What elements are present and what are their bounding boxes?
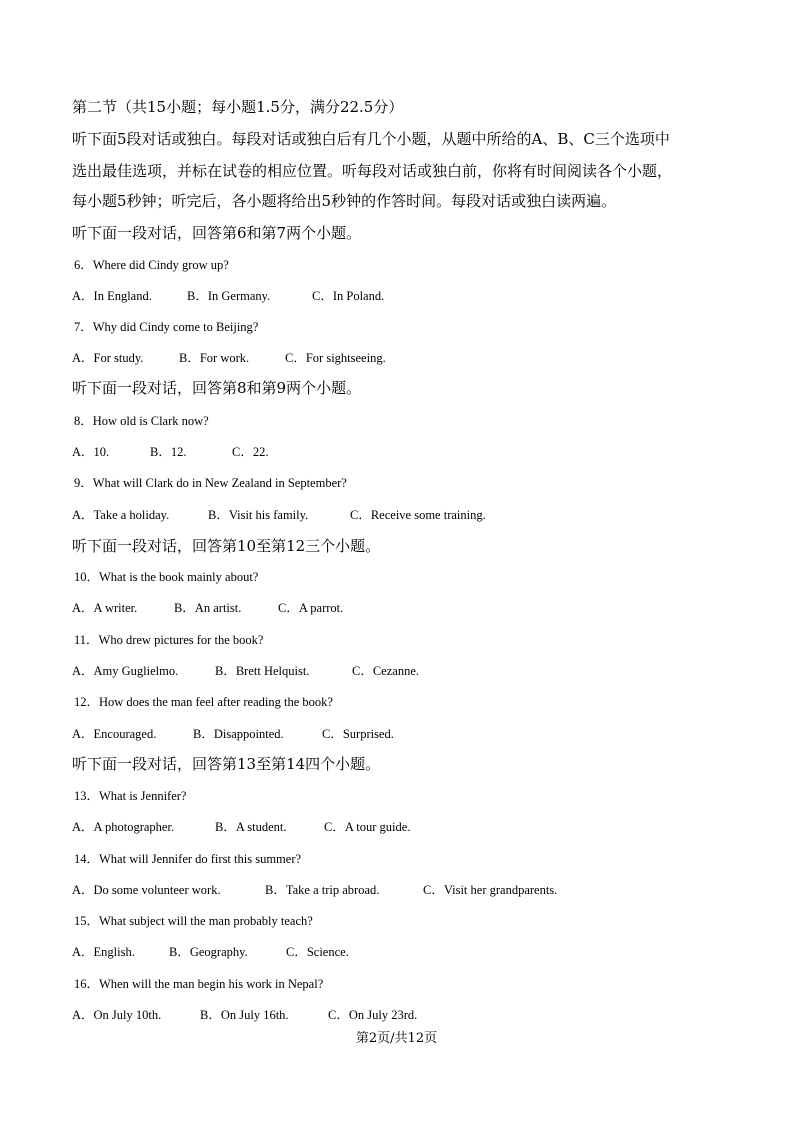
question-stem: 10．What is the book mainly about? bbox=[74, 570, 259, 584]
question-options bbox=[72, 942, 349, 960]
question-options bbox=[72, 505, 486, 523]
group-heading: 听下面一段对话，回答第10至第12三个小题。 bbox=[72, 537, 381, 555]
option-a[interactable]: A．English. bbox=[72, 945, 135, 959]
question-options bbox=[72, 661, 419, 679]
option-c[interactable]: C．22. bbox=[232, 445, 269, 459]
option-b[interactable]: B．A student. bbox=[215, 820, 287, 834]
option-a[interactable]: A．10. bbox=[72, 445, 110, 459]
question-options bbox=[72, 880, 557, 898]
instruction-line-1: 听下面5段对话或独白。每段对话或独白后有几个小题，从题中所给的A、B、C三个选项中 bbox=[72, 130, 670, 148]
option-a[interactable]: A．A writer. bbox=[72, 601, 138, 615]
option-a[interactable]: A．On July 10th. bbox=[72, 1008, 162, 1022]
question-stem: 12．How does the man feel after reading the book? bbox=[74, 695, 333, 709]
question-options bbox=[72, 724, 394, 742]
option-c[interactable]: C．For sightseeing. bbox=[285, 351, 386, 365]
question-options bbox=[72, 286, 384, 304]
option-c[interactable]: C．In Poland. bbox=[312, 289, 385, 303]
option-c[interactable]: C．A parrot. bbox=[278, 601, 344, 615]
option-b[interactable]: B．On July 16th. bbox=[200, 1008, 289, 1022]
question-stem: 16．When will the man begin his work in Nepal? bbox=[74, 977, 324, 991]
option-b[interactable]: B．Geography. bbox=[169, 945, 248, 959]
option-b[interactable]: B．An artist. bbox=[174, 601, 242, 615]
option-b[interactable]: B．Visit his family. bbox=[208, 508, 309, 522]
instruction-line-2: 选出最佳选项，并标在试卷的相应位置。听每段对话或独白前，你将有时间阅读各个小题， bbox=[72, 162, 673, 180]
question-stem: 9．What will Clark do in New Zealand in September? bbox=[74, 476, 347, 490]
option-a[interactable]: A．For study. bbox=[72, 351, 144, 365]
question-stem: 13．What is Jennifer? bbox=[74, 789, 187, 803]
question-options bbox=[72, 598, 343, 616]
question-stem: 7．Why did Cindy come to Beijing? bbox=[74, 320, 259, 334]
option-b[interactable]: B．For work. bbox=[179, 351, 250, 365]
option-a[interactable]: A．In England. bbox=[72, 289, 152, 303]
page-footer: 第2页/共12页 bbox=[355, 1031, 438, 1046]
question-options bbox=[72, 817, 410, 835]
question-options bbox=[72, 348, 386, 366]
option-c[interactable]: C．Visit her grandparents. bbox=[423, 883, 558, 897]
group-heading: 听下面一段对话，回答第8和第9两个小题。 bbox=[72, 379, 362, 397]
option-a[interactable]: A．Encouraged. bbox=[72, 727, 157, 741]
option-b[interactable]: B．Disappointed. bbox=[193, 727, 284, 741]
option-a[interactable]: A．A photographer. bbox=[72, 820, 175, 834]
question-stem: 15．What subject will the man probably teach? bbox=[74, 914, 313, 928]
option-c[interactable]: C．A tour guide. bbox=[324, 820, 411, 834]
question-stem: 6．Where did Cindy grow up? bbox=[74, 258, 229, 272]
question-stem: 8．How old is Clark now? bbox=[74, 414, 209, 428]
option-a[interactable]: A．Take a holiday. bbox=[72, 508, 170, 522]
option-a[interactable]: A．Do some volunteer work. bbox=[72, 883, 221, 897]
group-heading: 听下面一段对话，回答第13至第14四个小题。 bbox=[72, 755, 381, 773]
option-c[interactable]: C．Science. bbox=[286, 945, 349, 959]
option-a[interactable]: A．Amy Guglielmo. bbox=[72, 664, 179, 678]
section-header: 第二节（共15小题；每小题1.5分，满分22.5分） bbox=[72, 98, 404, 116]
question-options bbox=[72, 1005, 417, 1023]
option-b[interactable]: B．In Germany. bbox=[187, 289, 271, 303]
option-b[interactable]: B．12. bbox=[150, 445, 187, 459]
instruction-line-3: 每小题5秒钟；听完后，各小题将给出5秒钟的作答时间。每段对话或独白读两遍。 bbox=[72, 192, 617, 210]
question-stem: 11．Who drew pictures for the book? bbox=[74, 633, 264, 647]
group-heading: 听下面一段对话，回答第6和第7两个小题。 bbox=[72, 224, 362, 242]
option-c[interactable]: C．Receive some training. bbox=[350, 508, 486, 522]
question-options bbox=[72, 442, 268, 460]
option-c[interactable]: C．Cezanne. bbox=[352, 664, 419, 678]
option-b[interactable]: B．Brett Helquist. bbox=[215, 664, 310, 678]
option-b[interactable]: B．Take a trip abroad. bbox=[265, 883, 380, 897]
option-c[interactable]: C．Surprised. bbox=[322, 727, 394, 741]
option-c[interactable]: C．On July 23rd. bbox=[328, 1008, 418, 1022]
question-stem: 14．What will Jennifer do first this summer? bbox=[74, 852, 302, 866]
